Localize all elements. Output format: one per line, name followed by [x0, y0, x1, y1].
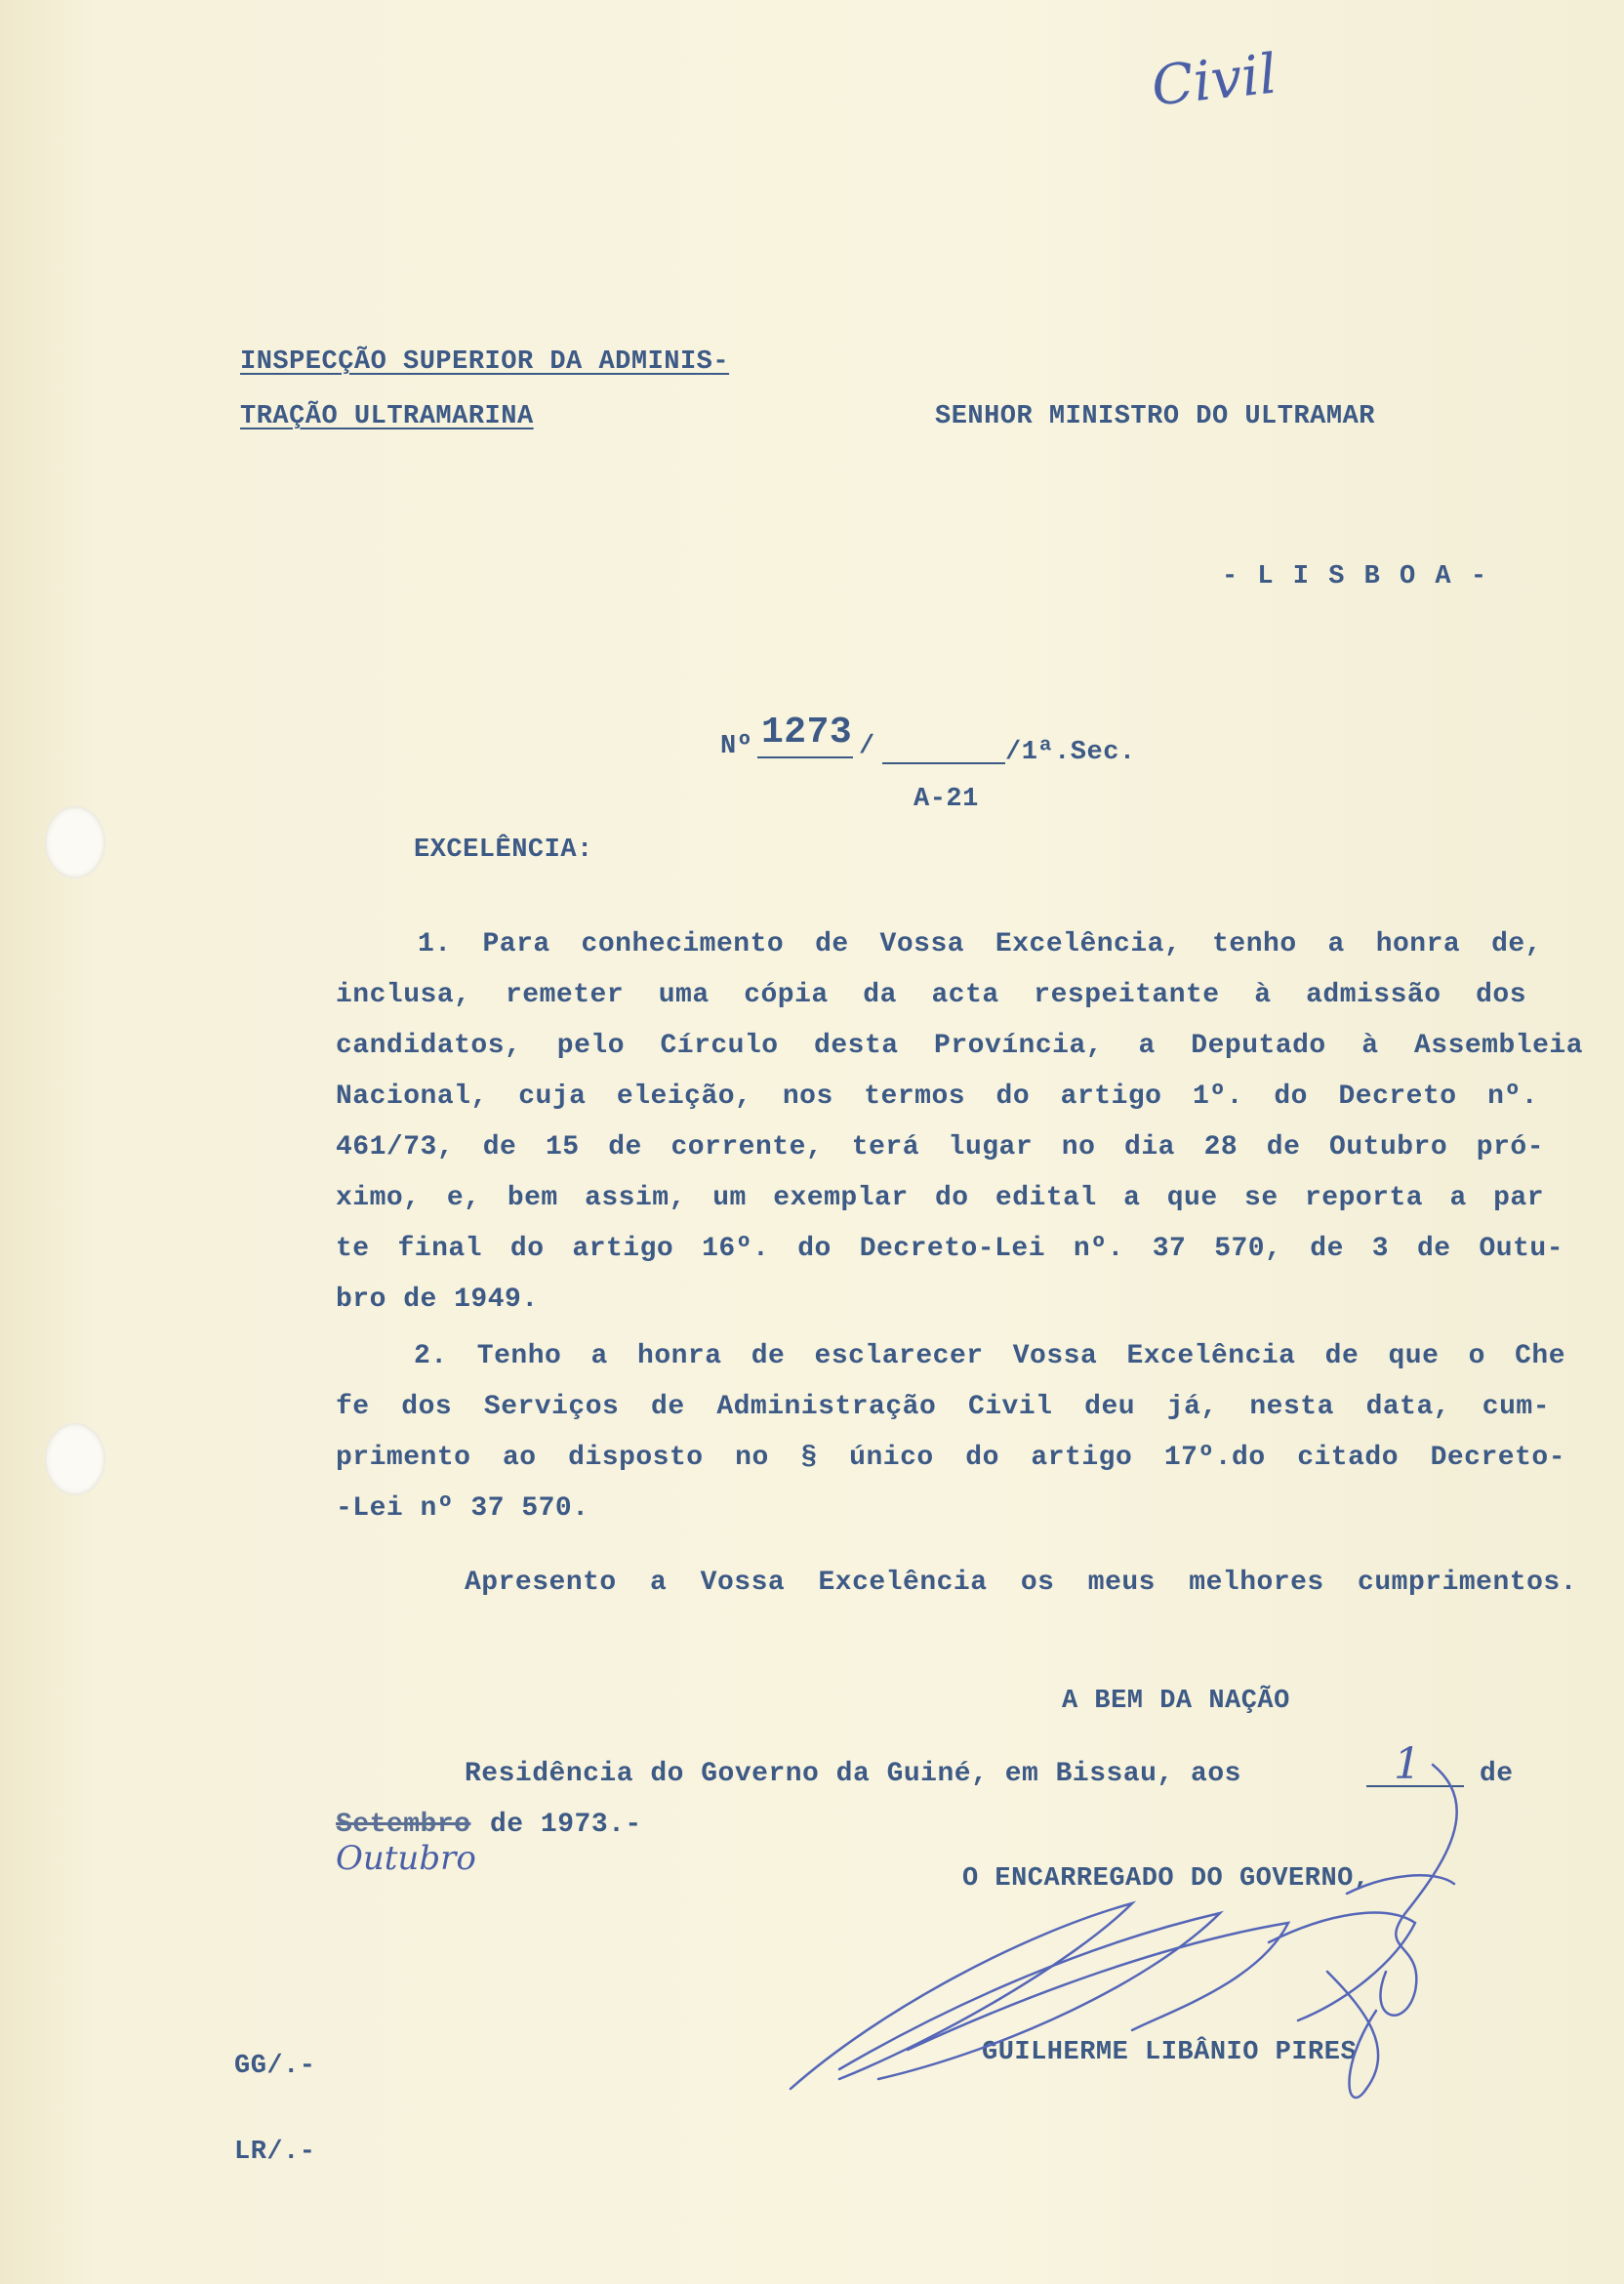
reference-number: 1273: [761, 712, 853, 754]
closing-line: Apresento a Vossa Excelência os meus melhores cumprimentos.: [465, 1568, 1577, 1598]
date-year: de 1973.-: [490, 1810, 642, 1840]
signature: [791, 1765, 1457, 2098]
initials: LR/.-: [234, 2138, 316, 2167]
motto: A BEM DA NAÇÃO: [1062, 1687, 1290, 1716]
file-code: A-21: [914, 785, 979, 814]
paragraph1-line: te final do artigo 16º. do Decreto-Lei nº. 37 570, de 3 de Outu-: [336, 1234, 1563, 1264]
paragraph1-line: 1. Para conhecimento de Vossa Excelência, tenho a honra de,: [418, 929, 1542, 959]
recipient: SENHOR MINISTRO DO ULTRAMAR: [935, 402, 1375, 431]
place-date-line: Residência do Governo da Guiné, em Bissau, aos: [465, 1759, 1241, 1789]
sender-line-1: INSPECÇÃO SUPERIOR DA ADMINIS-: [240, 347, 730, 377]
handwritten-month: Outubro: [336, 1839, 476, 1878]
paragraph1-line: candidatos, pelo Círculo desta Província, a Deputado à Assembleia: [336, 1031, 1583, 1061]
salutation: EXCELÊNCIA:: [414, 836, 593, 865]
reference-separator: /: [859, 732, 875, 761]
paragraph1-line: ximo, e, bem assim, um exemplar do edital a que se reporta a par: [336, 1183, 1544, 1213]
date-de: de: [1480, 1759, 1514, 1789]
paragraph1-line: 461/73, de 15 de corrente, terá lugar no dia 28 de Outubro pró-: [336, 1132, 1544, 1162]
reference-suffix: /1ª.Sec.: [1005, 738, 1136, 767]
reference-prefix: Nº: [720, 732, 753, 761]
paragraph1-line: inclusa, remeter uma cópia da acta respeitante à admissão dos: [336, 980, 1526, 1010]
signatory-title: O ENCARREGADO DO GOVERNO,: [962, 1864, 1370, 1894]
paragraph2-line: 2. Tenho a honra de esclarecer Vossa Excelência de que o Che: [414, 1341, 1565, 1371]
paragraph2-line: fe dos Serviços de Administração Civil deu já, nesta data, cum-: [336, 1392, 1550, 1422]
date-day: 1: [1394, 1739, 1421, 1789]
initials: GG/.-: [234, 2052, 316, 2081]
paragraph1-line: Nacional, cuja eleição, nos termos do artigo 1º. do Decreto nº.: [336, 1081, 1538, 1112]
paragraph1-line: bro de 1949.: [336, 1285, 539, 1315]
sender-line-2: TRAÇÃO ULTRAMARINA: [240, 402, 534, 431]
paragraph2-line: primento ao disposto no § único do artigo 17º.do citado Decreto-: [336, 1443, 1565, 1473]
recipient-city: - L I S B O A -: [1222, 562, 1489, 591]
handwritten-note: Civil: [1148, 42, 1280, 119]
paragraph2-line: -Lei nº 37 570.: [336, 1493, 589, 1524]
signatory-name: GUILHERME LIBÂNIO PIRES: [982, 2038, 1358, 2067]
struck-month: Setembro: [336, 1810, 471, 1840]
